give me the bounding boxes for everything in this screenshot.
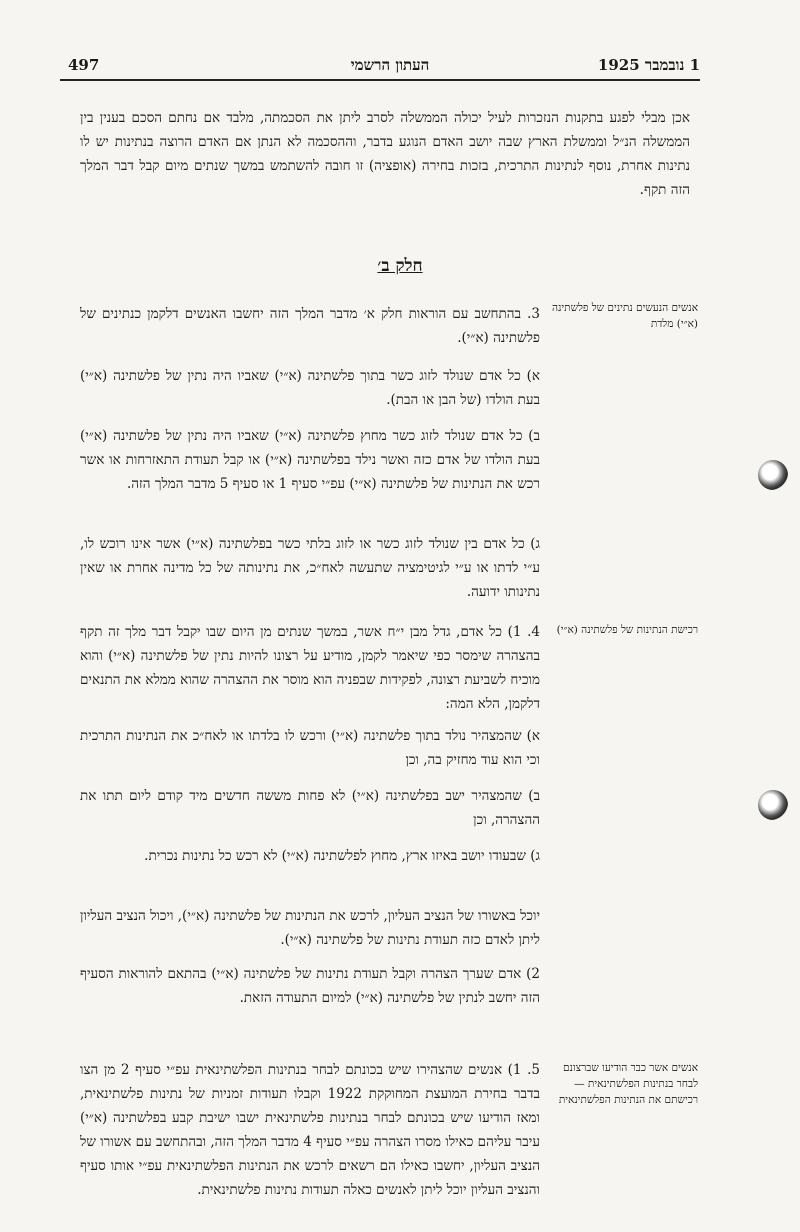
section-3-b: ב) כל אדם שנולד לזוג כשר מחוץ פלשתינה (א״י) שאביו היה נתין של פלשתינה (א״י) בעת הולדו של אדם כזה ואשר נילד בפלשתינה (א״י) או קבל תעודת התאזרחות או אשר רכש את הנתינות של פלשתינה (א״י) עפ״י סעיף 1 או סעיף 5 מדבר המלך הזה.: [80, 428, 540, 492]
page-header: [60, 56, 700, 80]
section-3-a: א) כל אדם שנולד לזוג כשר בתוך פלשתינה (א״י) שאביו היה נתין של פלשתינה (א״י) בעת הולדו (של הבן או הבת).: [80, 368, 540, 408]
section-4-d: יוכל באשורו של הנציב העליון, לרכש את הנתינות של פלשתינה (א״י), ויכול הנציב העליון ליתן לאדם כזה תעודת נתינות של פלשתינה (א״י).: [80, 908, 540, 948]
section-3-lead: 3. בהתחשב עם הוראות חלק א׳ מדבר המלך הזה יחשבו האנשים דלקמן כנתינים של פלשתינה (א״י).: [80, 306, 540, 346]
margin-note-s5: אנשים אשר כבר הודיעו שברצונם לבחר בנתינות הפלשתינאית — רכישתם את הנתינות הפלשתינאית: [558, 1062, 698, 1106]
section-4-lead: 4. 1) כל אדם, גדל מבן י״ח אשר, במשך שנתים מן היום שבו יקבל דבר מלך זה תקף בהצהרה שימסר כפי שיאמר לקמן, מודיע על רצונו להיות נתין של פלשתינה (א״י) והוא מוכיח לשביעת רצונה, לפקידות שבפניה הוא מוסר את ההצהרה שהוא ממלא את התנאים דלקמן, הלא המה:: [80, 624, 540, 712]
section-4-e: 2) אדם שערך הצהרה וקבל תעודת נתינות של פלשתינה (א״י) בהתאם להוראות הסעיף הזה יחשב לנתין של פלשתינה (א״י) למיום התעודה הזאת.: [80, 966, 540, 1006]
page-number: 497: [68, 56, 100, 74]
section-4-c: ג) שבעודו יושב באיזו ארץ, מחוץ לפלשתינה (א״י) לא רכש כל נתינות נכרית.: [144, 848, 540, 864]
section-4-b: ב) שהמצהיר ישב בפלשתינה (א״י) לא פחות מששה חדשים מיד קודם ליום תתו את ההצהרה, וכן: [80, 788, 540, 828]
part-title: חלק ב׳: [377, 256, 423, 276]
publication-title: העתון הרשמי: [350, 56, 430, 74]
section-4-a: א) שהמצהיר נולד בתוך פלשתינה (א״י) ורכש לו בלדתו או לאח״כ את הנתינות התרכית וכי הוא עוד מחזיק בה, וכן: [80, 728, 540, 768]
section-5-lead: 5. 1) אנשים שהצהירו שיש בכונתם לבחר בנתינות הפלשתינאית עפ״י סעיף 2 מן הצו בדבר בחירת המועצת המחוקקת 1922 וקבלו תעודות זמניות של נתינות פלשתינאית, ומאז הודיעו שיש בכונתם לבחר בנתינות פלשתינאית ישבו ישיבת קבע בפלשתינה (א״י) עיבר עליהם כאילו מסרו הצהרה עפ״י סעיף 4 מדבר המלך הזה, ובהתחשב עם אשורו של הנציב העליון, יחשבו כאילו הם רשאים לרכש את הנתינות הפלשתינאית עפ״י אותו סעיף והנציב העליון יוכל ליתן לאנשים כאלה תעודות נתינות פלשתינאית.: [80, 1062, 541, 1198]
margin-note-s4: רכישת הנתינות של פלשתינה (א״י): [556, 624, 698, 636]
issue-date: 1 נובמבר 1925: [597, 56, 700, 74]
section-3-c: ג) כל אדם בין שנולד לזוג כשר או לזוג בלתי כשר בפלשתינה (א״י) אשר אינו רוכש לו, ע״י לדתו או ע״י לגיטימציה שתעשה לאח״כ, את נתינותה של כל מדינה אחרת או שאין נתינותו ידועה.: [80, 536, 540, 600]
punch-hole: [758, 790, 788, 820]
header-rule: [60, 79, 700, 81]
punch-hole: [758, 460, 788, 490]
intro-paragraph: אכן מבלי לפגע בתקנות הנזכרות לעיל יכולה הממשלה לסרב ליתן את הסכמתה, מלבד אם נחתם הסכם בענין בין הממשלה הנ״ל וממשלת הארץ שבה יושב האדם הנוגע בדבר, וההסכמה לא הנתן אם האדם הרוצה בנתינות יש לו נתינות אחרת, נוסף לנתינות התרכית, בזכות בחירה (אופציה) זו חובה להשתמש במשך שנתים מיום קבל דבר המלך הזה תקף.: [80, 110, 690, 198]
margin-note-s3: אנשים הנעשים נתינים של פלשתינה (א״י) מלדת: [551, 302, 698, 330]
